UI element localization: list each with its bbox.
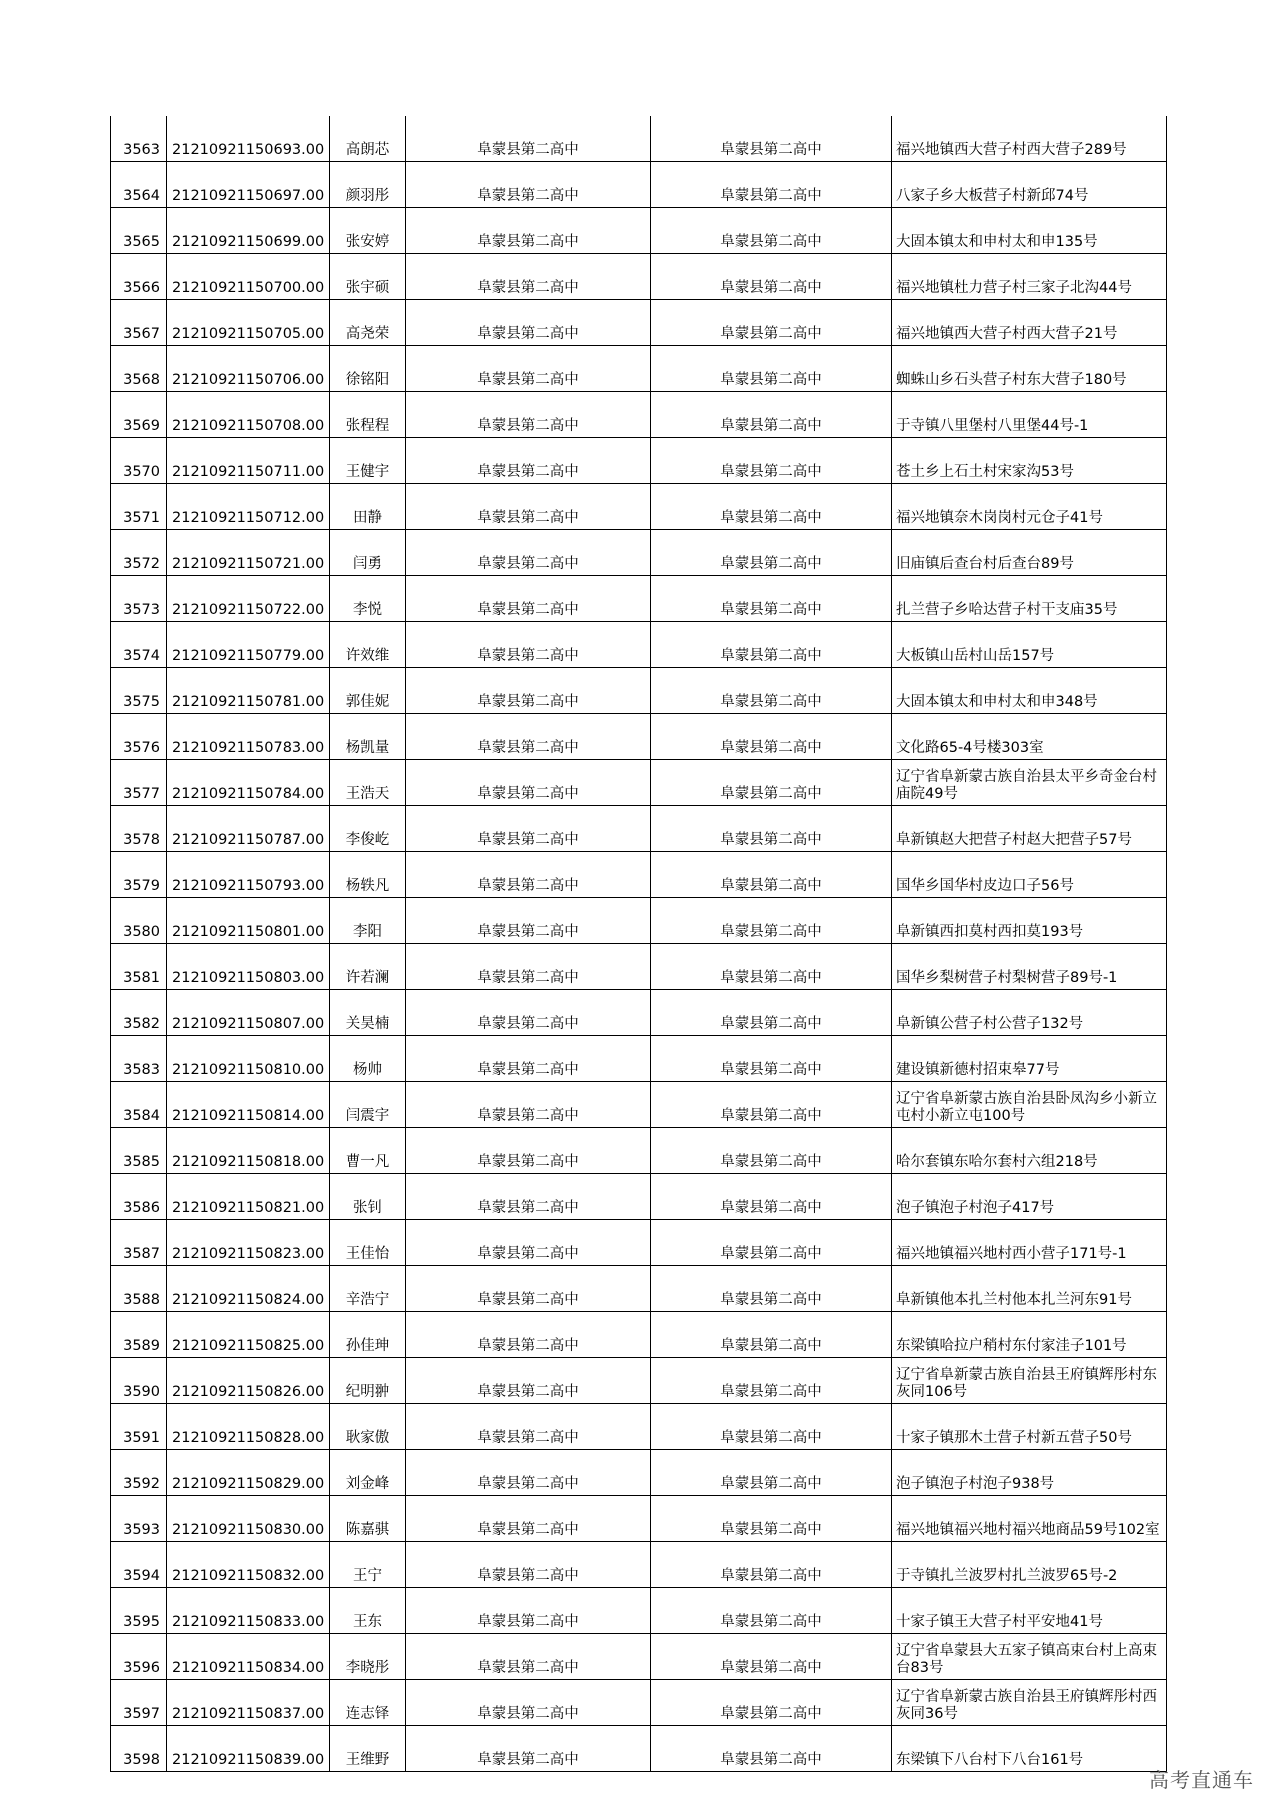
exam-id-cell: 21210921150821.00 — [167, 1174, 330, 1220]
exam-id-cell: 21210921150712.00 — [167, 484, 330, 530]
admitted-school-cell: 阜蒙县第二高中 — [651, 1266, 892, 1312]
admitted-school-cell: 阜蒙县第二高中 — [651, 1634, 892, 1680]
student-name-cell: 王东 — [330, 1588, 406, 1634]
table-row — [111, 1680, 1167, 1726]
table-row — [111, 806, 1167, 852]
graduating-school-cell: 阜蒙县第二高中 — [406, 1036, 651, 1082]
exam-id-cell: 21210921150833.00 — [167, 1588, 330, 1634]
home-address-cell: 十家子镇那木土营子村新五营子50号 — [892, 1404, 1167, 1450]
graduating-school-cell: 阜蒙县第二高中 — [406, 990, 651, 1036]
row-number-cell: 3564 — [111, 162, 167, 208]
admitted-school-cell: 阜蒙县第二高中 — [651, 162, 892, 208]
table-row — [111, 1358, 1167, 1404]
admitted-school-cell: 阜蒙县第二高中 — [651, 1450, 892, 1496]
table-row — [111, 622, 1167, 668]
graduating-school-cell: 阜蒙县第二高中 — [406, 162, 651, 208]
admitted-school-cell: 阜蒙县第二高中 — [651, 898, 892, 944]
graduating-school-cell: 阜蒙县第二高中 — [406, 576, 651, 622]
row-number-cell: 3580 — [111, 898, 167, 944]
student-name-cell: 辛浩宁 — [330, 1266, 406, 1312]
exam-id-cell: 21210921150803.00 — [167, 944, 330, 990]
graduating-school-cell: 阜蒙县第二高中 — [406, 1726, 651, 1772]
graduating-school-cell: 阜蒙县第二高中 — [406, 1128, 651, 1174]
student-name-cell: 王佳怡 — [330, 1220, 406, 1266]
admitted-school-cell: 阜蒙县第二高中 — [651, 1542, 892, 1588]
row-number-cell: 3583 — [111, 1036, 167, 1082]
home-address-cell: 于寺镇扎兰波罗村扎兰波罗65号-2 — [892, 1542, 1167, 1588]
table-row — [111, 1082, 1167, 1128]
home-address-cell: 福兴地镇奈木岗岗村元仓子41号 — [892, 484, 1167, 530]
exam-id-cell: 21210921150705.00 — [167, 300, 330, 346]
exam-id-cell: 21210921150706.00 — [167, 346, 330, 392]
row-number-cell: 3588 — [111, 1266, 167, 1312]
home-address-cell: 东梁镇下八台村下八台161号 — [892, 1726, 1167, 1772]
home-address-cell: 哈尔套镇东哈尔套村六组218号 — [892, 1128, 1167, 1174]
home-address-cell: 苍土乡上石土村宋家沟53号 — [892, 438, 1167, 484]
table-row — [111, 1588, 1167, 1634]
graduating-school-cell: 阜蒙县第二高中 — [406, 1404, 651, 1450]
student-name-cell: 杨轶凡 — [330, 852, 406, 898]
table-row — [111, 346, 1167, 392]
admitted-school-cell: 阜蒙县第二高中 — [651, 1082, 892, 1128]
row-number-cell: 3565 — [111, 208, 167, 254]
home-address-cell: 泡子镇泡子村泡子417号 — [892, 1174, 1167, 1220]
admitted-school-cell: 阜蒙县第二高中 — [651, 1128, 892, 1174]
student-name-cell: 李悦 — [330, 576, 406, 622]
graduating-school-cell: 阜蒙县第二高中 — [406, 1542, 651, 1588]
student-name-cell: 王健宇 — [330, 438, 406, 484]
table-row — [111, 530, 1167, 576]
exam-id-cell: 21210921150697.00 — [167, 162, 330, 208]
graduating-school-cell: 阜蒙县第二高中 — [406, 392, 651, 438]
exam-id-cell: 21210921150814.00 — [167, 1082, 330, 1128]
student-name-cell: 张安婷 — [330, 208, 406, 254]
admitted-school-cell: 阜蒙县第二高中 — [651, 1358, 892, 1404]
admitted-school-cell: 阜蒙县第二高中 — [651, 1496, 892, 1542]
student-name-cell: 郭佳妮 — [330, 668, 406, 714]
admitted-school-cell: 阜蒙县第二高中 — [651, 576, 892, 622]
home-address-cell: 福兴地镇西大营子村西大营子21号 — [892, 300, 1167, 346]
table-row — [111, 1404, 1167, 1450]
row-number-cell: 3578 — [111, 806, 167, 852]
admitted-school-cell: 阜蒙县第二高中 — [651, 622, 892, 668]
row-number-cell: 3582 — [111, 990, 167, 1036]
admitted-school-cell: 阜蒙县第二高中 — [651, 484, 892, 530]
table-row — [111, 1266, 1167, 1312]
graduating-school-cell: 阜蒙县第二高中 — [406, 622, 651, 668]
graduating-school-cell: 阜蒙县第二高中 — [406, 208, 651, 254]
row-number-cell: 3589 — [111, 1312, 167, 1358]
graduating-school-cell: 阜蒙县第二高中 — [406, 1220, 651, 1266]
row-number-cell: 3594 — [111, 1542, 167, 1588]
table-row — [111, 852, 1167, 898]
exam-id-cell: 21210921150834.00 — [167, 1634, 330, 1680]
student-name-cell: 闫勇 — [330, 530, 406, 576]
admitted-school-cell: 阜蒙县第二高中 — [651, 346, 892, 392]
student-name-cell: 陈嘉骐 — [330, 1496, 406, 1542]
home-address-cell: 国华乡梨树营子村梨树营子89号-1 — [892, 944, 1167, 990]
home-address-cell: 阜新镇公营子村公营子132号 — [892, 990, 1167, 1036]
graduating-school-cell: 阜蒙县第二高中 — [406, 346, 651, 392]
table-row — [111, 898, 1167, 944]
student-name-cell: 刘金峰 — [330, 1450, 406, 1496]
admitted-school-cell: 阜蒙县第二高中 — [651, 806, 892, 852]
table-row — [111, 990, 1167, 1036]
admitted-school-cell: 阜蒙县第二高中 — [651, 208, 892, 254]
row-number-cell: 3570 — [111, 438, 167, 484]
table-row — [111, 438, 1167, 484]
graduating-school-cell: 阜蒙县第二高中 — [406, 668, 651, 714]
exam-id-cell: 21210921150825.00 — [167, 1312, 330, 1358]
exam-id-cell: 21210921150781.00 — [167, 668, 330, 714]
row-number-cell: 3563 — [111, 116, 167, 162]
admitted-school-cell: 阜蒙县第二高中 — [651, 1404, 892, 1450]
graduating-school-cell: 阜蒙县第二高中 — [406, 1634, 651, 1680]
home-address-cell: 辽宁省阜新蒙古族自治县王府镇辉彤村东灰同106号 — [892, 1358, 1167, 1404]
table-row — [111, 300, 1167, 346]
exam-id-cell: 21210921150837.00 — [167, 1680, 330, 1726]
table-row — [111, 1174, 1167, 1220]
student-name-cell: 高尧荣 — [330, 300, 406, 346]
student-roster-table — [110, 116, 1167, 1772]
graduating-school-cell: 阜蒙县第二高中 — [406, 484, 651, 530]
home-address-cell: 文化路65-4号楼303室 — [892, 714, 1167, 760]
admitted-school-cell: 阜蒙县第二高中 — [651, 1680, 892, 1726]
row-number-cell: 3569 — [111, 392, 167, 438]
graduating-school-cell: 阜蒙县第二高中 — [406, 1174, 651, 1220]
student-name-cell: 连志铎 — [330, 1680, 406, 1726]
row-number-cell: 3593 — [111, 1496, 167, 1542]
graduating-school-cell: 阜蒙县第二高中 — [406, 1266, 651, 1312]
graduating-school-cell: 阜蒙县第二高中 — [406, 1082, 651, 1128]
home-address-cell: 东梁镇哈拉户稍村东付家洼子101号 — [892, 1312, 1167, 1358]
student-name-cell: 张宇硕 — [330, 254, 406, 300]
student-name-cell: 孙佳珅 — [330, 1312, 406, 1358]
home-address-cell: 十家子镇王大营子村平安地41号 — [892, 1588, 1167, 1634]
admitted-school-cell: 阜蒙县第二高中 — [651, 116, 892, 162]
home-address-cell: 福兴地镇杜力营子村三家子北沟44号 — [892, 254, 1167, 300]
student-name-cell: 李俊屹 — [330, 806, 406, 852]
graduating-school-cell: 阜蒙县第二高中 — [406, 760, 651, 806]
graduating-school-cell: 阜蒙县第二高中 — [406, 116, 651, 162]
student-name-cell: 许效维 — [330, 622, 406, 668]
graduating-school-cell: 阜蒙县第二高中 — [406, 898, 651, 944]
home-address-cell: 大板镇山岳村山岳157号 — [892, 622, 1167, 668]
row-number-cell: 3595 — [111, 1588, 167, 1634]
row-number-cell: 3597 — [111, 1680, 167, 1726]
home-address-cell: 旧庙镇后查台村后查台89号 — [892, 530, 1167, 576]
graduating-school-cell: 阜蒙县第二高中 — [406, 1680, 651, 1726]
exam-id-cell: 21210921150783.00 — [167, 714, 330, 760]
row-number-cell: 3598 — [111, 1726, 167, 1772]
table-row — [111, 1496, 1167, 1542]
table-row — [111, 1220, 1167, 1266]
row-number-cell: 3591 — [111, 1404, 167, 1450]
table-row — [111, 1312, 1167, 1358]
home-address-cell: 福兴地镇福兴地村福兴地商品59号102室 — [892, 1496, 1167, 1542]
student-name-cell: 许若澜 — [330, 944, 406, 990]
student-name-cell: 关昊楠 — [330, 990, 406, 1036]
admitted-school-cell: 阜蒙县第二高中 — [651, 668, 892, 714]
row-number-cell: 3575 — [111, 668, 167, 714]
exam-id-cell: 21210921150818.00 — [167, 1128, 330, 1174]
exam-id-cell: 21210921150708.00 — [167, 392, 330, 438]
table-row — [111, 1634, 1167, 1680]
student-name-cell: 王宁 — [330, 1542, 406, 1588]
admitted-school-cell: 阜蒙县第二高中 — [651, 1174, 892, 1220]
exam-id-cell: 21210921150832.00 — [167, 1542, 330, 1588]
student-name-cell: 王浩天 — [330, 760, 406, 806]
student-name-cell: 耿家傲 — [330, 1404, 406, 1450]
admitted-school-cell: 阜蒙县第二高中 — [651, 438, 892, 484]
table-row — [111, 208, 1167, 254]
graduating-school-cell: 阜蒙县第二高中 — [406, 1450, 651, 1496]
admitted-school-cell: 阜蒙县第二高中 — [651, 714, 892, 760]
row-number-cell: 3572 — [111, 530, 167, 576]
table-row — [111, 162, 1167, 208]
home-address-cell: 于寺镇八里堡村八里堡44号-1 — [892, 392, 1167, 438]
exam-id-cell: 21210921150779.00 — [167, 622, 330, 668]
admitted-school-cell: 阜蒙县第二高中 — [651, 392, 892, 438]
admitted-school-cell: 阜蒙县第二高中 — [651, 530, 892, 576]
graduating-school-cell: 阜蒙县第二高中 — [406, 254, 651, 300]
student-name-cell: 徐铭阳 — [330, 346, 406, 392]
home-address-cell: 建设镇新德村招束皋77号 — [892, 1036, 1167, 1082]
student-name-cell: 李晓彤 — [330, 1634, 406, 1680]
exam-id-cell: 21210921150830.00 — [167, 1496, 330, 1542]
table-row — [111, 1450, 1167, 1496]
home-address-cell: 泡子镇泡子村泡子938号 — [892, 1450, 1167, 1496]
home-address-cell: 福兴地镇福兴地村西小营子171号-1 — [892, 1220, 1167, 1266]
table-row — [111, 576, 1167, 622]
row-number-cell: 3587 — [111, 1220, 167, 1266]
home-address-cell: 大固本镇太和申村太和申135号 — [892, 208, 1167, 254]
graduating-school-cell: 阜蒙县第二高中 — [406, 438, 651, 484]
row-number-cell: 3596 — [111, 1634, 167, 1680]
admitted-school-cell: 阜蒙县第二高中 — [651, 300, 892, 346]
admitted-school-cell: 阜蒙县第二高中 — [651, 944, 892, 990]
exam-id-cell: 21210921150784.00 — [167, 760, 330, 806]
row-number-cell: 3573 — [111, 576, 167, 622]
student-name-cell: 王维野 — [330, 1726, 406, 1772]
admitted-school-cell: 阜蒙县第二高中 — [651, 1220, 892, 1266]
table-row — [111, 760, 1167, 806]
student-name-cell: 纪明翀 — [330, 1358, 406, 1404]
home-address-cell: 阜新镇赵大把营子村赵大把营子57号 — [892, 806, 1167, 852]
student-name-cell: 颜羽彤 — [330, 162, 406, 208]
admitted-school-cell: 阜蒙县第二高中 — [651, 852, 892, 898]
student-name-cell: 杨凯量 — [330, 714, 406, 760]
student-name-cell: 闫震宇 — [330, 1082, 406, 1128]
home-address-cell: 辽宁省阜新蒙古族自治县太平乡奇金台村庙院49号 — [892, 760, 1167, 806]
home-address-cell: 蜘蛛山乡石头营子村东大营子180号 — [892, 346, 1167, 392]
row-number-cell: 3581 — [111, 944, 167, 990]
graduating-school-cell: 阜蒙县第二高中 — [406, 944, 651, 990]
student-name-cell: 曹一凡 — [330, 1128, 406, 1174]
row-number-cell: 3590 — [111, 1358, 167, 1404]
row-number-cell: 3592 — [111, 1450, 167, 1496]
graduating-school-cell: 阜蒙县第二高中 — [406, 806, 651, 852]
exam-id-cell: 21210921150828.00 — [167, 1404, 330, 1450]
row-number-cell: 3574 — [111, 622, 167, 668]
exam-id-cell: 21210921150824.00 — [167, 1266, 330, 1312]
row-number-cell: 3566 — [111, 254, 167, 300]
graduating-school-cell: 阜蒙县第二高中 — [406, 714, 651, 760]
graduating-school-cell: 阜蒙县第二高中 — [406, 530, 651, 576]
graduating-school-cell: 阜蒙县第二高中 — [406, 1312, 651, 1358]
row-number-cell: 3571 — [111, 484, 167, 530]
exam-id-cell: 21210921150721.00 — [167, 530, 330, 576]
home-address-cell: 辽宁省阜新蒙古族自治县王府镇辉彤村西灰同36号 — [892, 1680, 1167, 1726]
exam-id-cell: 21210921150829.00 — [167, 1450, 330, 1496]
graduating-school-cell: 阜蒙县第二高中 — [406, 1496, 651, 1542]
row-number-cell: 3576 — [111, 714, 167, 760]
home-address-cell: 扎兰营子乡哈达营子村干支庙35号 — [892, 576, 1167, 622]
home-address-cell: 国华乡国华村皮边口子56号 — [892, 852, 1167, 898]
home-address-cell: 大固本镇太和申村太和申348号 — [892, 668, 1167, 714]
table-row — [111, 668, 1167, 714]
exam-id-cell: 21210921150693.00 — [167, 116, 330, 162]
graduating-school-cell: 阜蒙县第二高中 — [406, 1358, 651, 1404]
table-row — [111, 1036, 1167, 1082]
table-row — [111, 1128, 1167, 1174]
table-row — [111, 1726, 1167, 1772]
admitted-school-cell: 阜蒙县第二高中 — [651, 1726, 892, 1772]
row-number-cell: 3579 — [111, 852, 167, 898]
table-row — [111, 116, 1167, 162]
home-address-cell: 辽宁省阜蒙县大五家子镇高束台村上高束台83号 — [892, 1634, 1167, 1680]
admitted-school-cell: 阜蒙县第二高中 — [651, 1588, 892, 1634]
exam-id-cell: 21210921150711.00 — [167, 438, 330, 484]
home-address-cell: 八家子乡大板营子村新邱74号 — [892, 162, 1167, 208]
exam-id-cell: 21210921150810.00 — [167, 1036, 330, 1082]
exam-id-cell: 21210921150839.00 — [167, 1726, 330, 1772]
student-name-cell: 张钊 — [330, 1174, 406, 1220]
exam-id-cell: 21210921150722.00 — [167, 576, 330, 622]
admitted-school-cell: 阜蒙县第二高中 — [651, 1312, 892, 1358]
row-number-cell: 3568 — [111, 346, 167, 392]
student-name-cell: 高朗芯 — [330, 116, 406, 162]
exam-id-cell: 21210921150699.00 — [167, 208, 330, 254]
student-name-cell: 李阳 — [330, 898, 406, 944]
exam-id-cell: 21210921150793.00 — [167, 852, 330, 898]
table-row — [111, 944, 1167, 990]
table-row — [111, 714, 1167, 760]
row-number-cell: 3584 — [111, 1082, 167, 1128]
exam-id-cell: 21210921150700.00 — [167, 254, 330, 300]
student-name-cell: 张程程 — [330, 392, 406, 438]
home-address-cell: 福兴地镇西大营子村西大营子289号 — [892, 116, 1167, 162]
admitted-school-cell: 阜蒙县第二高中 — [651, 760, 892, 806]
exam-id-cell: 21210921150787.00 — [167, 806, 330, 852]
exam-id-cell: 21210921150807.00 — [167, 990, 330, 1036]
admitted-school-cell: 阜蒙县第二高中 — [651, 254, 892, 300]
exam-id-cell: 21210921150823.00 — [167, 1220, 330, 1266]
roster-body — [111, 116, 1167, 1772]
table-row — [111, 484, 1167, 530]
student-name-cell: 杨帅 — [330, 1036, 406, 1082]
row-number-cell: 3577 — [111, 760, 167, 806]
home-address-cell: 阜新镇西扣莫村西扣莫193号 — [892, 898, 1167, 944]
row-number-cell: 3586 — [111, 1174, 167, 1220]
admitted-school-cell: 阜蒙县第二高中 — [651, 990, 892, 1036]
home-address-cell: 辽宁省阜新蒙古族自治县卧凤沟乡小新立屯村小新立屯100号 — [892, 1082, 1167, 1128]
table-row — [111, 1542, 1167, 1588]
table-row — [111, 254, 1167, 300]
graduating-school-cell: 阜蒙县第二高中 — [406, 1588, 651, 1634]
row-number-cell: 3567 — [111, 300, 167, 346]
table-row — [111, 392, 1167, 438]
watermark-text: 高考直通车 — [1149, 1768, 1254, 1792]
exam-id-cell: 21210921150826.00 — [167, 1358, 330, 1404]
student-name-cell: 田静 — [330, 484, 406, 530]
row-number-cell: 3585 — [111, 1128, 167, 1174]
exam-id-cell: 21210921150801.00 — [167, 898, 330, 944]
graduating-school-cell: 阜蒙县第二高中 — [406, 852, 651, 898]
graduating-school-cell: 阜蒙县第二高中 — [406, 300, 651, 346]
home-address-cell: 阜新镇他本扎兰村他本扎兰河东91号 — [892, 1266, 1167, 1312]
admitted-school-cell: 阜蒙县第二高中 — [651, 1036, 892, 1082]
